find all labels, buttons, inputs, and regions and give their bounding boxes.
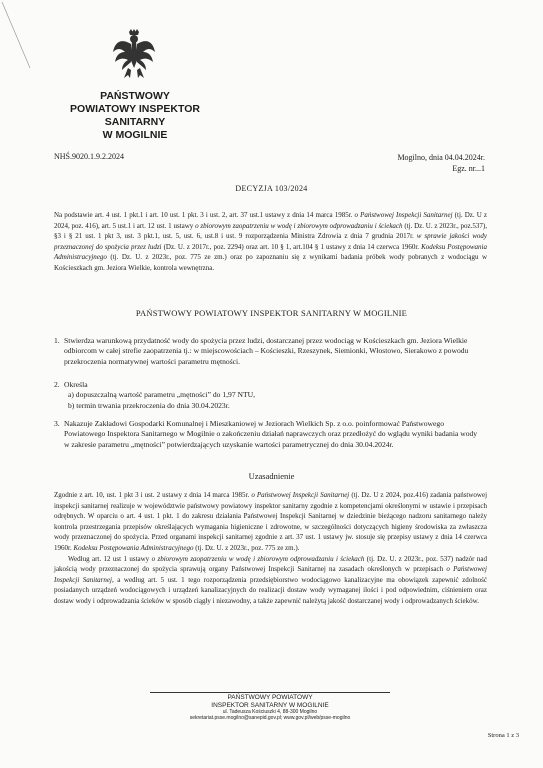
item-number: 3. (54, 419, 60, 428)
justification-act-title: Kodeksu Postępowania Administracyjnego (73, 543, 194, 552)
date-line: Mogilno, dnia 04.04.2024r. (397, 153, 485, 162)
justification-act-title: o zbiorowym zaopatrzeniu w wodę i zbiorowym odprowadzaniu i ściekach (151, 554, 365, 563)
basis-text: (tj. Dz. U. z 2023r., poz. 775 ze zm.) oraz po zapoznaniu się z wynikami badania próbek wody pobranych z wodociągu w Kościeszkach gm. Jeziora Wielkie, kontrola wewnętrzna. (54, 253, 487, 272)
item-number: 2. (54, 380, 60, 389)
item-text: Określa (64, 380, 88, 389)
item-number: 1. (54, 336, 60, 345)
institution-name (40, 90, 230, 142)
justification-paragraph (54, 490, 487, 554)
footer-divider (150, 692, 390, 693)
footer-address: ul. Tadeusza Kościuszki 4, 88-300 Mogilno (222, 709, 318, 716)
copy-number: Egz. nr...1 (452, 164, 485, 173)
date-block (397, 152, 485, 174)
decision-title: DECYZJA 103/2024 (235, 184, 308, 193)
institution-line-1: PAŃSTWOWY (100, 90, 170, 102)
case-signature: NHŚ.9020.1.9.2.2024 (54, 152, 125, 161)
basis-text: (tj. Dz. U z 2024, poz. 416), art. 5 ust.1 i art. 12 ust. 1 ustawy (54, 211, 488, 230)
item-text: Stwierdza warunkową przydatność wody do spożycia przez ludzi, dostarczanej przez wodociąg w Kościeszkach gm. Jeziora Wielkie odbiorcom w całej strefie zaopatrzenia tj.: w miejscowościach – Kościeszki, Rzeszynek, Siemionki, Włostowo, Sierakowo z powodu przekroczenia normatywnej wartości parametru mętności. (64, 336, 469, 366)
legal-basis-paragraph (54, 210, 487, 274)
justification-paragraph (54, 554, 487, 607)
item-text: Nakazuje Zakładowi Gospodarki Komunalnej i Mieszkaniowej w Jeziorach Wielkich Sp. z o.o. poinformować Państwowego Powiatowego Inspektora Sanitarnego w Mogilnie o zakończeniu działań naprawczych oraz przedłożyć do wglądu wyniki badania wody w zakresie parametru „mętności” potwierdzających uzyskanie wartości parametrycznej do dnia 30.04.2024r. (64, 419, 478, 449)
basis-act-title: o Państwowej Inspekcji Sanitarnej (354, 211, 453, 219)
basis-act-title: o zbiorowym zaopatrzeniu w wodę i zbiorowym odprowadzaniu i ściekach (195, 221, 403, 230)
page-fold-mark (0, 0, 40, 70)
resolution-heading: PAŃSTWOWY POWIATOWY INSPEKTOR SANITARNY W MOGILNIE (135, 308, 408, 318)
footer-contact: sekretariat.psse.mogilno@sanepid.gov.pl; www.gov.pl/web/psse-mogilno (189, 715, 351, 722)
basis-act-title: Kodeksu Postępowania Administracyjnego (54, 242, 487, 262)
justification-text: , a według art. 5 ust. 1 tego rozporządzenia przedsiębiorstwo wodociągowo kanalizacyjne ma obowiązek zapewnić zdolność posiadanych urządzeń wodociągowych i urządzeń kanalizacyjnych do realizacji dostaw wody wymaganej ilości i pod odpowiednim, ciśnieniem oraz dostaw wody i odprowadzania ścieków w sposób ciągły i niezawodny, a także zapewnić należytą jakość dostarczanej wody i odprowadzanych ścieków. (54, 575, 487, 605)
basis-text: Na podstawie art. 4 ust. 1 pkt.1 i art. 10 ust. 1 pkt. 3 i ust. 2, art. 37 ust.1 ustawy z dnia 14 marca 1985r. (54, 211, 353, 219)
footer-institution-line-2: INSPEKTOR SANITARNY W MOGILNIE (211, 701, 329, 709)
eagle-emblem-icon (111, 28, 157, 80)
basis-text: (tj. Dz. U. z 2023r., poz.537), §3 i § 21 ust. 1 pkt 3, ust. 3 pkt.1, ust. 5, ust. 6, ust.8 i ust. 9 rozporządzenia Ministra Zdrowia z dnia 7 grudnia 2017r. (54, 221, 487, 241)
justification-text: (tj. Dz. U. z 2023r., poz. 775 ze zm.). (193, 543, 300, 552)
footer-institution-line-1: PAŃSTWOWY POWIATOWY (227, 694, 313, 701)
list-item (44, 380, 484, 411)
institution-line-3: W MOGILNIE (102, 129, 168, 141)
item-subpoint: b) termin trwania przekroczenia do dnia 30.04.2023r. (68, 400, 230, 410)
justification-heading: Uzasadnienie (248, 471, 295, 481)
institution-line-2: POWIATOWY INSPEKTOR SANITARNY (70, 103, 200, 128)
list-item (44, 419, 484, 450)
item-subpoint: a) dopuszczalną wartość parametru „mętności” do 1,97 NTU, (68, 390, 256, 400)
justification-act-title: o Państwowej Inspekcji Sanitarnej (251, 491, 350, 499)
list-item (44, 336, 484, 367)
justification-text: Według art. 12 ust 1 ustawy (68, 554, 152, 563)
justification-act-title: o Państwowej Inspekcji Sanitarnej (54, 565, 487, 584)
justification-body (54, 490, 487, 607)
basis-text: (Dz. U. z 2017r., poz. 2294) oraz art. 10 § 1, art.104 § 1 ustawy z dnia 14 czerwca 1960r. (161, 242, 422, 251)
justification-text: Zgodnie z art. 10, ust. 1 pkt 3 i ust. 2 ustawy z dnia 14 marca 1985r. (54, 491, 252, 499)
justification-text: (tj. Dz. U z 2024, poz.416) zadania państwowej inspekcji sanitarnej realizuje w województwie państwowy powiatowy inspektor sanitarny zgodnie z kompetencjami określonymi w ustawie i przepisach odrębnych. W oparciu o art. 4 ust. 1 pkt. 1 do zakresu działania Państwowej Inspekcji Sanitarnej w dziedzinie bieżącego nadzoru sanitarnego należy kontrola przestrzegania przepisów określających wymagania higieniczne i zdrowotne, w szczególności dotyczących higieny środowiska za zwłaszcza wody przeznaczonej do spożycia. Przed organami inspekcji sanitarnej zgodnie z art. 37 ust. 1 ustawy jw. stosuje się przepisy ustawy z dnia 14 czerwca 1960r. (54, 491, 488, 552)
page-number: Strona 1 z 3 (487, 732, 519, 739)
basis-act-title: w sprawie jakości wody przeznaczonej do spożycia przez ludzi (54, 232, 487, 251)
justification-text: (tj. Dz. U. z 2023r., poz. 537) nadzór nad jakością wody przeznaczonej do spożycia sprawują organy Państwowej Inspekcji Sanitarnej na zasadach określonych w przepisach (54, 554, 487, 574)
footer-block (150, 692, 390, 722)
